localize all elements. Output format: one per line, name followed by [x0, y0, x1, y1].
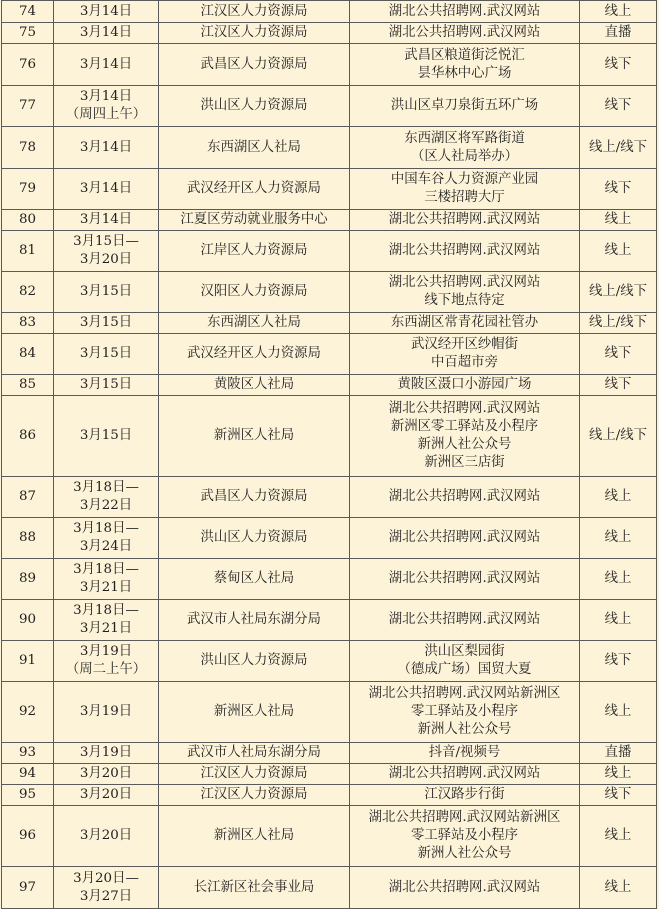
event-date — [54, 743, 159, 764]
event-mode: 线上 — [580, 806, 657, 867]
event-date-line: 3月14日 — [79, 89, 133, 104]
organizer-line: 黄陂区人社局 — [213, 377, 295, 392]
event-mode: 线上 — [580, 1, 657, 23]
table-row — [2, 313, 657, 334]
event-mode: 线上 — [580, 210, 657, 231]
event-date-line: 3月21日 — [79, 621, 133, 636]
table-row — [2, 764, 657, 785]
table-row — [2, 334, 657, 375]
venue-line: 零工驿站及小程序 — [410, 704, 519, 719]
table-row — [2, 785, 657, 806]
table-row — [2, 477, 657, 518]
venue-line: 新洲人社公众号 — [417, 722, 512, 737]
event-date-line: （周四上午） — [65, 107, 147, 122]
event-date — [54, 231, 159, 272]
row-number: 93 — [2, 743, 54, 764]
venue-line: 东西湖区常青花园社管办 — [390, 315, 539, 330]
venue-line: 湖北公共招聘网.武汉网站新洲区 — [368, 810, 561, 825]
event-date — [54, 641, 159, 682]
event-date-line: 3月27日 — [79, 888, 133, 904]
organizer — [159, 334, 350, 375]
event-mode: 线上 — [580, 231, 657, 272]
event-mode: 线下 — [580, 86, 657, 127]
venue-line: 湖北公共招聘网.武汉网站 — [388, 612, 541, 627]
event-date-line: 3月19日 — [79, 745, 133, 760]
event-date-line: 3月15日— — [73, 234, 139, 249]
organizer — [159, 682, 350, 743]
job-fair-schedule-table — [1, 0, 657, 909]
event-mode: 线上 — [580, 600, 657, 641]
event-date — [54, 1, 159, 23]
event-date-line: 3月22日 — [79, 498, 133, 513]
organizer-line: 东西湖区人社局 — [207, 139, 301, 155]
venue — [350, 396, 580, 477]
table-row — [2, 231, 657, 272]
venue — [350, 518, 580, 559]
organizer-line: 东西湖区人社局 — [207, 315, 301, 330]
row-number: 89 — [2, 559, 54, 600]
venue-line: 昙华林中心广场 — [417, 65, 512, 81]
event-date-line: 3月14日 — [79, 212, 133, 227]
event-mode: 线上 — [580, 682, 657, 743]
organizer-line: 武昌区人力资源局 — [200, 489, 308, 504]
event-date-line: 3月21日 — [79, 580, 133, 595]
row-number: 77 — [2, 86, 54, 127]
event-date-line: 3月20日 — [79, 766, 133, 781]
event-date-line: 3月18日— — [73, 521, 139, 536]
organizer-line: 武汉市人社局东湖分局 — [187, 745, 321, 760]
organizer-line: 新洲区人社局 — [213, 428, 295, 443]
venue — [350, 682, 580, 743]
organizer-line: 江夏区劳动就业服务中心 — [180, 212, 328, 227]
event-date-line: 3月20日 — [79, 787, 133, 802]
event-date-line: 3月20日— — [73, 870, 139, 886]
table-row — [2, 559, 657, 600]
organizer — [159, 1, 350, 23]
organizer — [159, 600, 350, 641]
table-row — [2, 86, 657, 127]
venue — [350, 44, 580, 86]
organizer-line: 武汉经开区人力资源局 — [187, 181, 321, 196]
event-date-line: 3月14日 — [79, 56, 133, 72]
table-row — [2, 518, 657, 559]
organizer — [159, 518, 350, 559]
row-number: 91 — [2, 641, 54, 682]
event-date-line: 3月20日 — [79, 252, 133, 267]
venue-line: 新洲人社公众号 — [417, 846, 512, 861]
venue-line: 线下地点待定 — [424, 293, 505, 308]
organizer-line: 武昌区人力资源局 — [200, 56, 308, 72]
event-date — [54, 210, 159, 231]
venue-line: 东西湖区将军路街道 — [404, 130, 525, 146]
event-date — [54, 477, 159, 518]
organizer — [159, 641, 350, 682]
organizer-line: 新洲区人社局 — [213, 828, 295, 843]
venue — [350, 559, 580, 600]
venue-line: 湖北公共招聘网.武汉网站 — [388, 243, 541, 258]
venue-line: 抖音/视频号 — [428, 745, 501, 760]
venue-line: 湖北公共招聘网.武汉网站 — [388, 530, 541, 545]
organizer — [159, 313, 350, 334]
event-mode: 直播 — [580, 743, 657, 764]
venue — [350, 23, 580, 44]
venue-line: 湖北公共招聘网.武汉网站 — [388, 401, 541, 416]
venue-line: 黄陂区滠口小游园广场 — [397, 377, 532, 392]
organizer — [159, 210, 350, 231]
row-number: 92 — [2, 682, 54, 743]
event-date — [54, 806, 159, 867]
organizer — [159, 743, 350, 764]
venue-line: 湖北公共招聘网.武汉网站 — [388, 25, 541, 40]
organizer-line: 江汉区人力资源局 — [200, 787, 308, 802]
organizer — [159, 23, 350, 44]
event-date — [54, 44, 159, 86]
organizer-line: 洪山区人力资源局 — [200, 530, 308, 545]
event-date — [54, 682, 159, 743]
event-mode: 线下 — [580, 641, 657, 682]
venue-line: 湖北公共招聘网.武汉网站 — [388, 275, 541, 290]
row-number: 79 — [2, 169, 54, 210]
event-date-line: 3月18日— — [73, 562, 139, 577]
table-row — [2, 682, 657, 743]
organizer-line: 江汉区人力资源局 — [200, 766, 308, 781]
event-date — [54, 272, 159, 313]
table-row — [2, 396, 657, 477]
venue — [350, 477, 580, 518]
venue-line: 湖北公共招聘网.武汉网站新洲区 — [368, 686, 561, 701]
event-date-line: 3月18日— — [73, 480, 139, 495]
event-date — [54, 23, 159, 44]
venue — [350, 806, 580, 867]
schedule-table-body — [2, 1, 657, 909]
venue-line: 武汉经开区纱帽街 — [410, 337, 519, 352]
event-mode: 线上/线下 — [580, 396, 657, 477]
venue — [350, 785, 580, 806]
organizer — [159, 127, 350, 169]
event-mode: 线下 — [580, 785, 657, 806]
event-date-line: 3月20日 — [79, 828, 133, 843]
row-number: 97 — [2, 867, 54, 909]
event-date — [54, 867, 159, 909]
table-row — [2, 641, 657, 682]
organizer — [159, 231, 350, 272]
row-number: 74 — [2, 1, 54, 23]
event-date — [54, 764, 159, 785]
event-date-line: 3月24日 — [79, 539, 133, 554]
event-date-line: （周二上午） — [65, 662, 147, 677]
organizer — [159, 396, 350, 477]
table-row — [2, 23, 657, 44]
organizer — [159, 272, 350, 313]
event-mode: 线上 — [580, 559, 657, 600]
event-mode: 线上/线下 — [580, 127, 657, 169]
event-date-line: 3月14日 — [79, 139, 133, 155]
row-number: 86 — [2, 396, 54, 477]
row-number: 81 — [2, 231, 54, 272]
venue — [350, 334, 580, 375]
row-number: 83 — [2, 313, 54, 334]
organizer-line: 长江新区社会事业局 — [193, 879, 315, 895]
organizer — [159, 764, 350, 785]
venue — [350, 169, 580, 210]
organizer-line: 武汉经开区人力资源局 — [187, 346, 321, 361]
organizer-line: 江汉区人力资源局 — [200, 3, 308, 19]
organizer — [159, 559, 350, 600]
table-row — [2, 743, 657, 764]
row-number: 76 — [2, 44, 54, 86]
organizer — [159, 785, 350, 806]
event-date — [54, 169, 159, 210]
event-date-line: 3月14日 — [79, 3, 133, 19]
event-date — [54, 785, 159, 806]
event-date — [54, 396, 159, 477]
event-mode: 线上 — [580, 477, 657, 518]
organizer-line: 洪山区人力资源局 — [200, 653, 308, 668]
organizer — [159, 86, 350, 127]
table-row — [2, 867, 657, 909]
table-row — [2, 44, 657, 86]
table-row — [2, 169, 657, 210]
event-mode: 线下 — [580, 44, 657, 86]
venue — [350, 743, 580, 764]
row-number: 78 — [2, 127, 54, 169]
organizer-line: 江汉区人力资源局 — [200, 25, 308, 40]
event-date — [54, 127, 159, 169]
event-mode: 线下 — [580, 334, 657, 375]
event-date-line: 3月15日 — [79, 284, 133, 299]
row-number: 84 — [2, 334, 54, 375]
event-date — [54, 334, 159, 375]
organizer-line: 武汉市人社局东湖分局 — [187, 612, 321, 627]
event-date-line: 3月14日 — [79, 25, 133, 40]
event-date-line: 3月19日 — [79, 644, 133, 659]
venue-line: 湖北公共招聘网.武汉网站 — [388, 3, 541, 19]
event-date — [54, 600, 159, 641]
event-date-line: 3月19日 — [79, 704, 133, 719]
venue-line: 中百超市旁 — [431, 355, 498, 370]
venue — [350, 764, 580, 785]
event-date — [54, 375, 159, 396]
table-row — [2, 210, 657, 231]
row-number: 95 — [2, 785, 54, 806]
event-date-line: 3月14日 — [79, 181, 133, 196]
organizer-line: 洪山区人力资源局 — [200, 98, 308, 113]
venue-line: 武昌区粮道街泛悦汇 — [404, 47, 525, 63]
venue — [350, 867, 580, 909]
event-mode: 线上/线下 — [580, 272, 657, 313]
event-mode: 线下 — [580, 375, 657, 396]
event-mode: 线上 — [580, 518, 657, 559]
organizer — [159, 375, 350, 396]
event-date — [54, 559, 159, 600]
venue-line: （德成广场）国贸大夏 — [397, 662, 532, 677]
event-mode: 线下 — [580, 169, 657, 210]
table-row — [2, 272, 657, 313]
organizer — [159, 44, 350, 86]
row-number: 85 — [2, 375, 54, 396]
event-date-line: 3月15日 — [79, 377, 133, 392]
venue-line: 三楼招聘大厅 — [424, 190, 505, 205]
event-date-line: 3月15日 — [79, 428, 133, 443]
table-row — [2, 375, 657, 396]
table-row — [2, 600, 657, 641]
event-date — [54, 313, 159, 334]
venue-line: 湖北公共招聘网.武汉网站 — [388, 489, 541, 504]
venue-line: （区人社局举办） — [410, 148, 519, 164]
event-date — [54, 518, 159, 559]
event-mode: 直播 — [580, 23, 657, 44]
event-mode: 线上/线下 — [580, 313, 657, 334]
event-date-line: 3月15日 — [79, 315, 133, 330]
venue — [350, 127, 580, 169]
venue — [350, 375, 580, 396]
venue-line: 湖北公共招聘网.武汉网站 — [388, 212, 541, 227]
row-number: 96 — [2, 806, 54, 867]
table-row — [2, 127, 657, 169]
organizer-line: 江岸区人力资源局 — [200, 243, 308, 258]
event-date-line: 3月15日 — [79, 346, 133, 361]
organizer — [159, 169, 350, 210]
venue — [350, 313, 580, 334]
event-date-line: 3月18日— — [73, 603, 139, 618]
venue-line: 中国车谷人力资源产业园 — [390, 172, 539, 187]
venue-line: 湖北公共招聘网.武汉网站 — [388, 571, 541, 586]
event-mode: 线上 — [580, 867, 657, 909]
event-mode: 线上 — [580, 764, 657, 785]
row-number: 94 — [2, 764, 54, 785]
organizer — [159, 806, 350, 867]
event-date — [54, 86, 159, 127]
venue-line: 新洲区三店街 — [424, 455, 505, 470]
table-row — [2, 1, 657, 23]
venue — [350, 641, 580, 682]
venue-line: 洪山区卓刀泉街五环广场 — [390, 98, 539, 113]
venue-line: 洪山区梨园街 — [424, 644, 505, 659]
venue — [350, 86, 580, 127]
organizer-line: 汉阳区人力资源局 — [200, 284, 308, 299]
venue-line: 湖北公共招聘网.武汉网站 — [388, 879, 541, 895]
venue-line: 湖北公共招聘网.武汉网站 — [388, 766, 541, 781]
organizer-line: 蔡甸区人社局 — [213, 571, 295, 586]
row-number: 90 — [2, 600, 54, 641]
venue-line: 新洲区零工驿站及小程序 — [390, 419, 539, 434]
organizer-line: 新洲区人社局 — [213, 704, 295, 719]
venue — [350, 231, 580, 272]
venue — [350, 600, 580, 641]
row-number: 82 — [2, 272, 54, 313]
venue-line: 江汉路步行街 — [424, 787, 505, 802]
organizer — [159, 867, 350, 909]
venue — [350, 1, 580, 23]
venue — [350, 210, 580, 231]
table-row — [2, 806, 657, 867]
venue — [350, 272, 580, 313]
row-number: 75 — [2, 23, 54, 44]
row-number: 87 — [2, 477, 54, 518]
organizer — [159, 477, 350, 518]
row-number: 88 — [2, 518, 54, 559]
row-number: 80 — [2, 210, 54, 231]
venue-line: 新洲人社公众号 — [417, 437, 512, 452]
venue-line: 零工驿站及小程序 — [410, 828, 519, 843]
